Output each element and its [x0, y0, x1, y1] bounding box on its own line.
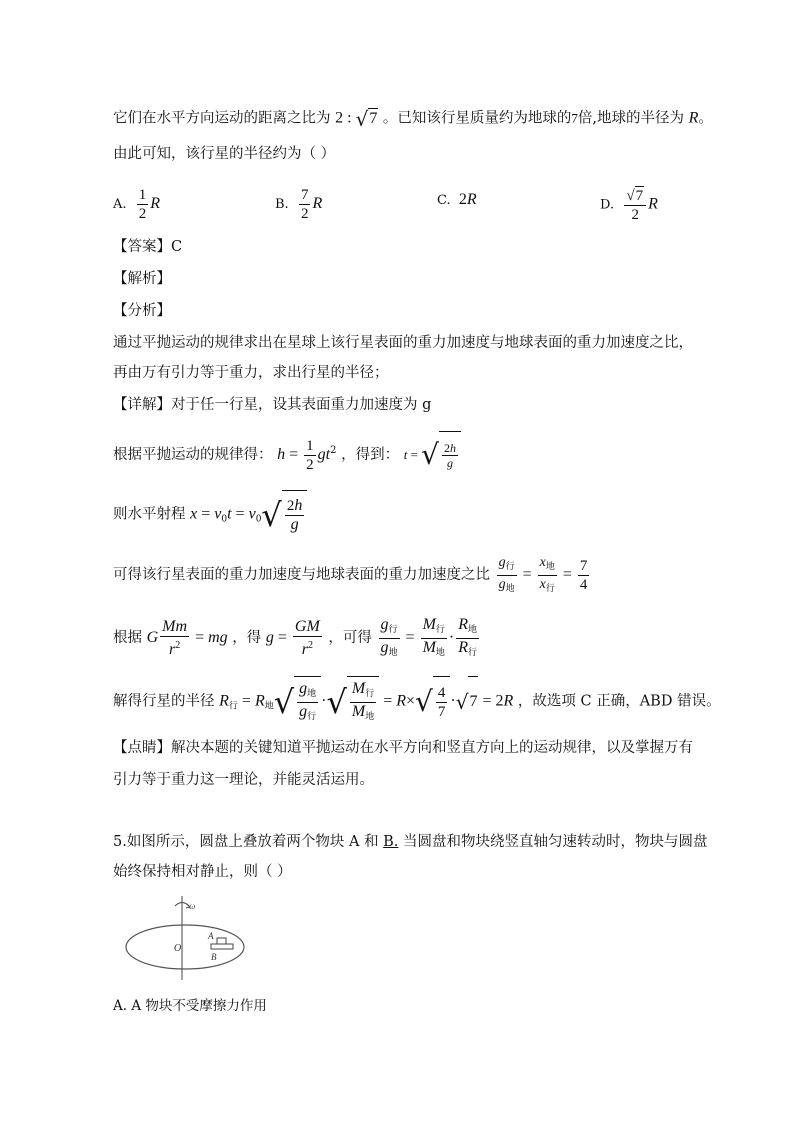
step-1: 根据平抛运动的规律得： h = $\frac{1}{2}$ $gt^2$ ，得到： t = √ $\frac{2h}{g}$: [113, 427, 461, 480]
problem-text-line-1: 它们在水平方向运动的距离之比为 2 : √7 。已知该行星质量约为地球的7倍,地球的半径为 R。: [113, 106, 713, 131]
omega-label: ω: [189, 901, 196, 911]
option-b: B. $\frac{7}{2}$ R: [275, 187, 323, 222]
center-o-label: O: [174, 943, 182, 954]
xiangjie-text: 【详解】对于任一行星，设其表面重力加速度为 g: [113, 397, 432, 413]
question-5-line-1: 5.如图所示，圆盘上叠放着两个物块 A 和 B. 当圆盘和物块绕竖直轴匀速转动时，物块与圆盘: [113, 834, 708, 850]
step-2: 则水平射程 $x = v_0t = v_0√$ $\frac{2h}{g}$: [113, 490, 307, 544]
fenxi-text-2: 再由万有引力等于重力，求出行星的半径；: [113, 365, 389, 381]
step-3: 可得该行星表面的重力加速度与地球表面的重力加速度之比 $\frac{g_行}{g_地}$ = $\frac{x_地}{x_行}$ = $\frac{7}{4}$: [113, 554, 588, 593]
label-b: B: [211, 952, 217, 962]
fenxi-text-1: 通过平抛运动的规律求出在星球上该行星表面的重力加速度与地球表面的重力加速度之比，: [113, 335, 693, 351]
problem-text-line-2: 由此可知，该行星的半径约为（ ）: [113, 146, 336, 162]
answer-label: 【答案】C: [113, 239, 183, 255]
dianjing-line-2: 引力等于重力这一理论，并能灵活运用。: [113, 772, 374, 788]
step-4: 根据 G $\frac{Mm}{r^2}$ = mg ，得 g = $\frac{GM}{r^2}$ ，可得 $\frac{g_行}{g_地}$ = $\frac{M_行}{M_地}$ · $\frac{R_地}{R_行}$: [113, 615, 478, 658]
block-b: [211, 944, 233, 949]
label-a: A: [208, 931, 214, 941]
question-5-option-a: A. A 物块不受摩擦力作用: [113, 998, 267, 1014]
dianjing-line-1: 【点睛】解决本题的关键知道平抛运动在水平方向和竖直方向上的运动规律，以及掌握万有: [113, 740, 693, 756]
block-a: [217, 938, 226, 944]
step-5: 解得行星的半径 $R_行 = R_地√$ $\frac{g_地}{g_行}$ ·√ $\frac{M_行}{M_地}$ = R×√ $\frac{4}{7}$ ·√7 = 2R ，故选项 C 正确，ABD 错误。: [113, 676, 721, 732]
option-c: C. 2R: [437, 191, 477, 208]
question-5-line-2: 始终保持相对静止，则（ ）: [113, 864, 292, 880]
option-a: A. $\frac{1}{2}$ R: [113, 187, 161, 222]
sqrt-7: √7: [355, 106, 378, 131]
option-d: D. $\frac{√7}{2}$ R: [600, 187, 658, 224]
rotating-disc-figure: [125, 894, 255, 984]
fenxi-heading: 【分析】: [113, 303, 171, 319]
jiexi-heading: 【解析】: [113, 271, 171, 287]
